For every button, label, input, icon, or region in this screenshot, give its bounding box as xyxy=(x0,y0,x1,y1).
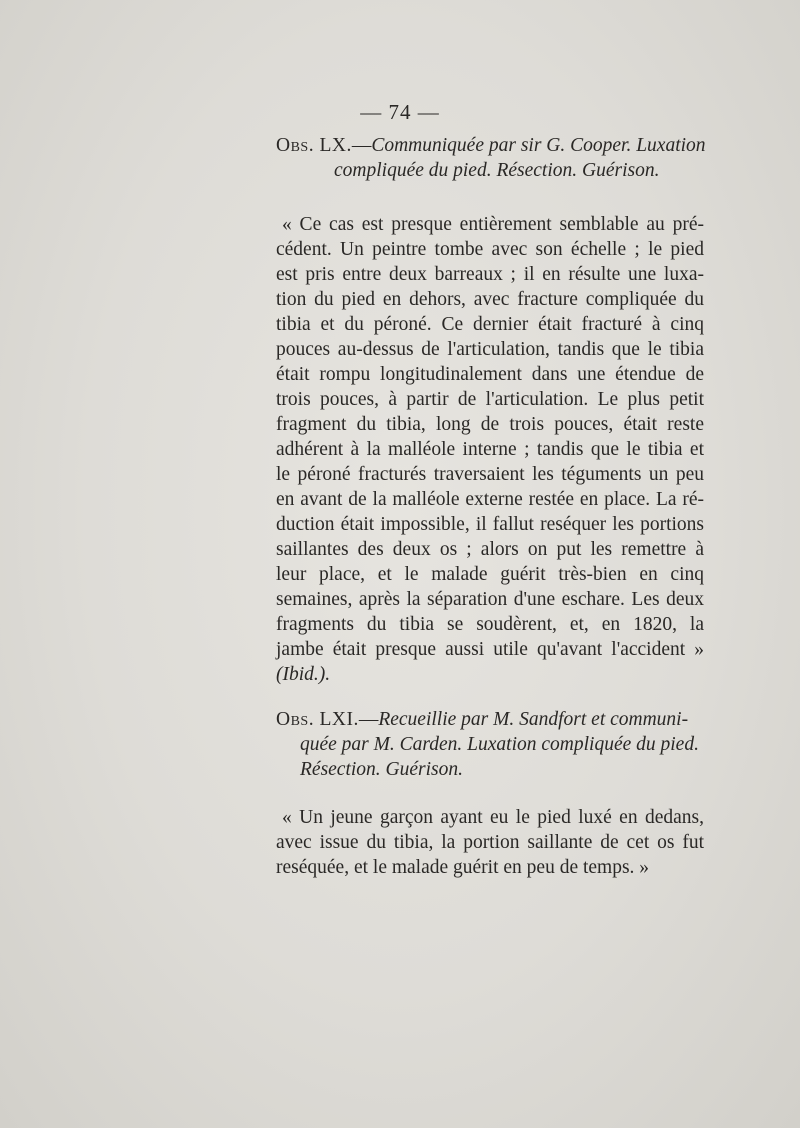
obs-lxi-heading xyxy=(276,707,706,732)
body-line: duction était impossible, il fallut reséquer les portions xyxy=(276,514,704,535)
body-line: fragment du tibia, long de trois pouces, était reste xyxy=(276,414,704,435)
body-line: leur place, et le malade guérit très-bien en cinq xyxy=(276,564,704,585)
body-line: était rompu longitudinalement dans une étendue de xyxy=(276,364,704,385)
obs-lxi-heading-line3 xyxy=(300,757,730,782)
body-line: avec issue du tibia, la portion saillante de cet os fut xyxy=(276,832,704,853)
obs-lxi-dash: — xyxy=(358,709,379,730)
obs-lxi-label: Obs. LXI. xyxy=(276,709,359,730)
obs-lx-heading xyxy=(276,133,706,158)
obs-lxi-title-line2: quée par M. Carden. Luxation compliquée du pied. xyxy=(300,734,699,755)
body-line: tibia et du péroné. Ce dernier était fracturé à cinq xyxy=(276,314,704,335)
body-line: « Un jeune garçon ayant eu le pied luxé en dedans, xyxy=(282,807,704,828)
body-line: en avant de la malléole externe restée en place. La ré- xyxy=(276,489,704,510)
body-line: fragments du tibia se soudèrent, et, en 1820, la xyxy=(276,614,704,635)
obs-lx-label: Obs. LX. xyxy=(276,135,352,156)
obs-lx-heading-line2 xyxy=(334,158,764,183)
body-line: le péroné fracturés traversaient les téguments un peu xyxy=(276,464,704,485)
body-line: cédent. Un peintre tombe avec son échelle ; le pied xyxy=(276,239,704,260)
body-line: « Ce cas est presque entièrement semblable au pré- xyxy=(282,214,704,235)
body-line: semaines, après la séparation d'une eschare. Les deux xyxy=(276,589,704,610)
body-line: tion du pied en dehors, avec fracture compliquée du xyxy=(276,289,704,310)
body-line: saillantes des deux os ; alors on put les remettre à xyxy=(276,539,704,560)
obs-lx-title-line2: compliquée du pied. Résection. Guérison. xyxy=(334,160,660,181)
body-line: reséquée, et le malade guérit en peu de temps. » xyxy=(276,857,650,878)
obs-lx-title-line1: Communiquée par sir G. Cooper. Luxation xyxy=(371,135,706,156)
obs-lxi-heading-line2 xyxy=(300,732,730,757)
citation: (Ibid.). xyxy=(276,664,331,685)
obs-lx-body xyxy=(276,212,704,687)
page-number: — 74 — xyxy=(360,100,440,124)
obs-lxi-body xyxy=(276,805,704,880)
obs-lxi-title-line3: Résection. Guérison. xyxy=(300,759,464,780)
obs-lxi-title-line1: Recueillie par M. Sandfort et communi- xyxy=(378,709,689,730)
body-line: est pris entre deux barreaux ; il en résulte une luxa- xyxy=(276,264,704,285)
body-line: jambe était presque aussi utile qu'avant l'accident » xyxy=(276,639,704,660)
obs-lx-dash: — xyxy=(351,135,372,156)
body-line: trois pouces, à partir de l'articulation. Le plus petit xyxy=(276,389,704,410)
body-line: adhérent à la malléole interne ; tandis que le tibia et xyxy=(276,439,704,460)
body-line: pouces au-dessus de l'articulation, tandis que le tibia xyxy=(276,339,704,360)
